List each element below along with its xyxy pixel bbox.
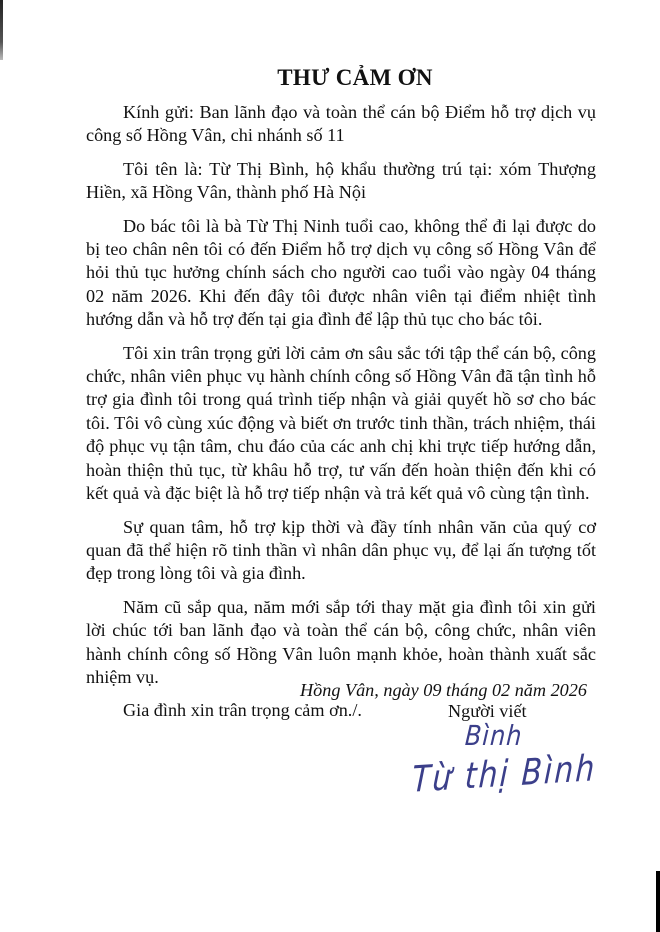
letter-body [86,64,596,733]
scan-edge-right [656,871,660,932]
letter-title: THƯ CẢM ƠN [277,65,433,90]
scan-edge-left [0,0,3,60]
place-and-date: Hồng Vân, ngày 09 tháng 02 năm 2026 [300,680,587,700]
gratitude-paragraph: Tôi xin trân trọng gửi lời cảm ơn sâu sắc tới tập thể cán bộ, công chức, nhân viên phục vụ hành chính công số Hồng Vân đã tận tình hỗ trợ gia đình tôi trong quá trình tiếp nhận và giải quyết hồ sơ cho bác tôi. Tôi vô cùng xúc động và biết ơn trước tinh thần, trách nhiệm, thái độ phục vụ tận tâm, chu đáo của các anh chị khi trực tiếp hướng dẫn, hoàn thiện thủ tục, từ khâu hỗ trợ, tư vấn đến hoàn thiện đến khi có kết quả và đặc biệt là hỗ trợ tiếp nhận và trả kết quả vô cùng tận tình. [86,342,596,504]
handwritten-signature: Bình [464,719,524,753]
handwritten-full-name: Từ thị Bình [411,747,598,802]
signer-label: Người viết [448,701,527,721]
new-year-wishes-paragraph: Năm cũ sắp qua, năm mới sắp tới thay mặt gia đình tôi xin gửi lời chúc tới ban lãnh đạo và toàn thể cán bộ, công chức, nhân viên hành chính công số Hồng Vân luôn mạnh khỏe, hoàn thành xuất sắc nhiệm vụ. [86,596,596,687]
closing-line: Gia đình xin trân trọng cảm ơn./. [123,700,362,721]
background-paragraph: Do bác tôi là bà Từ Thị Ninh tuổi cao, không thể đi lại được do bị teo chân nên tôi có đến Điểm hỗ trợ dịch vụ công số Hồng Vân để hỏi thủ tục hưởng chính sách cho người cao tuổi vào ngày 04 tháng 02 năm 2026. Khi đến đây tôi được nhân viên tại điểm nhiệt tình hướng dẫn và hỗ trợ đến tại gia đình để lập thủ tục cho bác tôi. [86,215,596,330]
salutation-paragraph: Kính gửi: Ban lãnh đạo và toàn thể cán bộ Điểm hỗ trợ dịch vụ công số Hồng Vân, chi nhánh số 11 [86,102,596,146]
appreciation-paragraph: Sự quan tâm, hỗ trợ kịp thời và đầy tính nhân văn của quý cơ quan đã thể hiện rõ tinh thần vì nhân dân phục vụ, để lại ấn tượng tốt đẹp trong lòng tôi và gia đình. [86,516,596,584]
sender-intro-paragraph: Tôi tên là: Từ Thị Bình, hộ khẩu thường trú tại: xóm Thượng Hiền, xã Hồng Vân, thành phố Hà Nội [86,158,596,203]
